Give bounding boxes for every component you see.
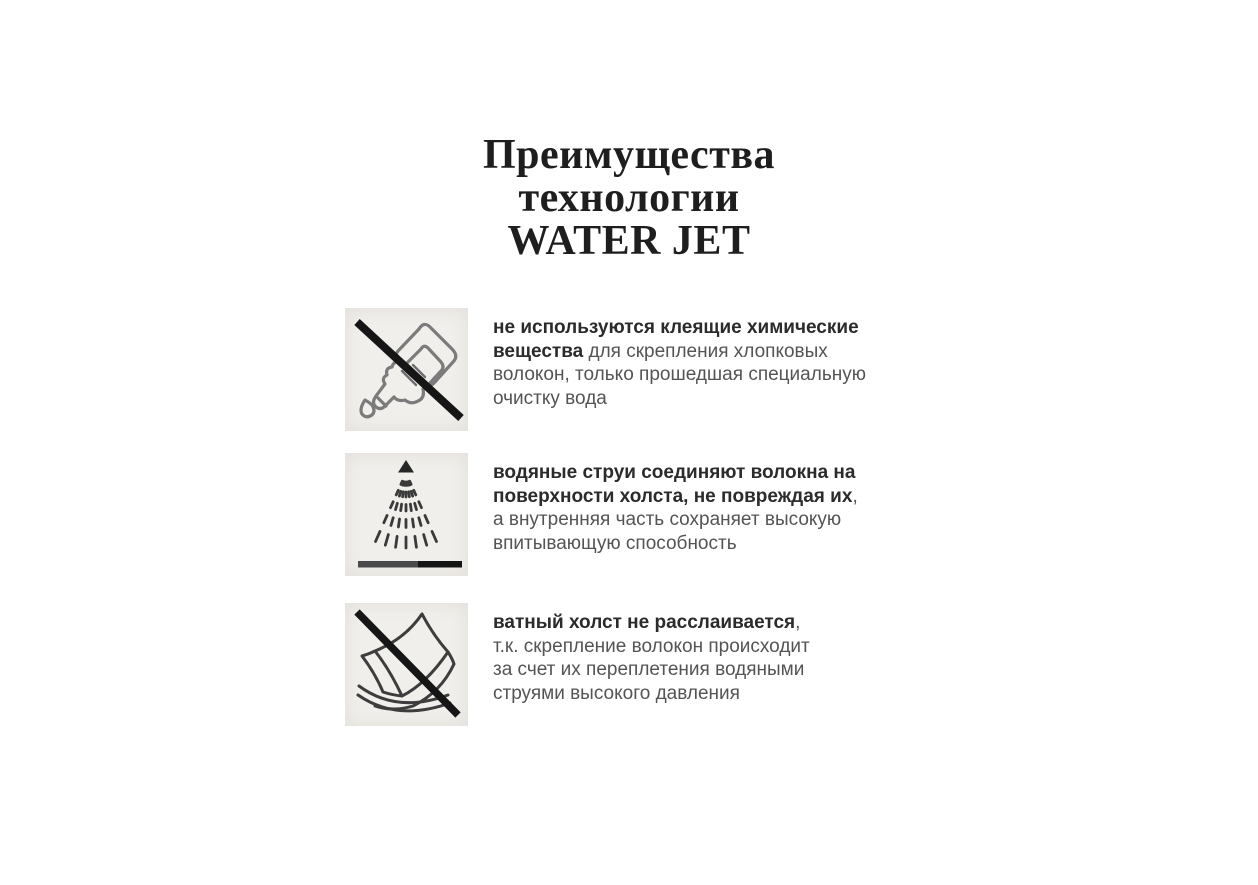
water-jets-icon bbox=[345, 453, 468, 576]
text-line bbox=[493, 508, 929, 532]
section-no-glue bbox=[345, 308, 929, 431]
bold-text: поверхности холста, не повреждая их bbox=[493, 485, 853, 507]
text-line bbox=[493, 316, 929, 340]
no-delamination-icon bbox=[345, 603, 468, 726]
advantages-list bbox=[345, 308, 929, 726]
text-line bbox=[493, 658, 929, 682]
text-line bbox=[493, 682, 929, 706]
bold-text: не используются клеящие химические bbox=[493, 317, 859, 338]
section-no-delamination-text bbox=[493, 603, 929, 705]
no-glue-icon bbox=[345, 308, 468, 431]
regular-text: волокон, только прошедшая специальную bbox=[493, 364, 866, 385]
text-line bbox=[493, 340, 929, 364]
text-line bbox=[493, 485, 929, 509]
section-water-jets bbox=[345, 453, 929, 576]
page-title bbox=[0, 134, 1258, 263]
text-line bbox=[493, 363, 929, 387]
regular-text: впитывающую способность bbox=[493, 532, 737, 554]
regular-text: для скрепления хлопковых bbox=[583, 340, 828, 362]
bold-text: водяные струи соединяют волокна на bbox=[493, 462, 856, 483]
regular-text: а внутренняя часть сохраняет высокую bbox=[493, 509, 842, 530]
title-line-2: технологии bbox=[518, 175, 740, 221]
text-line bbox=[493, 532, 929, 556]
section-no-delamination bbox=[345, 603, 929, 726]
regular-text: , bbox=[795, 612, 801, 633]
regular-text: т.к. скрепление волокон происходит bbox=[493, 635, 810, 657]
section-no-glue-text bbox=[493, 308, 929, 410]
bold-text: вещества bbox=[493, 340, 584, 362]
regular-text: за счет их переплетения водяными bbox=[493, 659, 805, 680]
title-line-1: Преимущества bbox=[482, 132, 776, 178]
regular-text: , bbox=[852, 485, 858, 507]
title-line-3: WATER JET bbox=[507, 218, 751, 264]
text-line bbox=[493, 461, 929, 485]
text-line bbox=[493, 611, 929, 635]
bold-text: ватный холст не расслаивается bbox=[493, 612, 796, 633]
text-line bbox=[493, 387, 929, 411]
regular-text: струями высокого давления bbox=[493, 682, 740, 704]
regular-text: очистку вода bbox=[493, 387, 607, 409]
text-line bbox=[493, 635, 929, 659]
section-water-jets-text bbox=[493, 453, 929, 555]
